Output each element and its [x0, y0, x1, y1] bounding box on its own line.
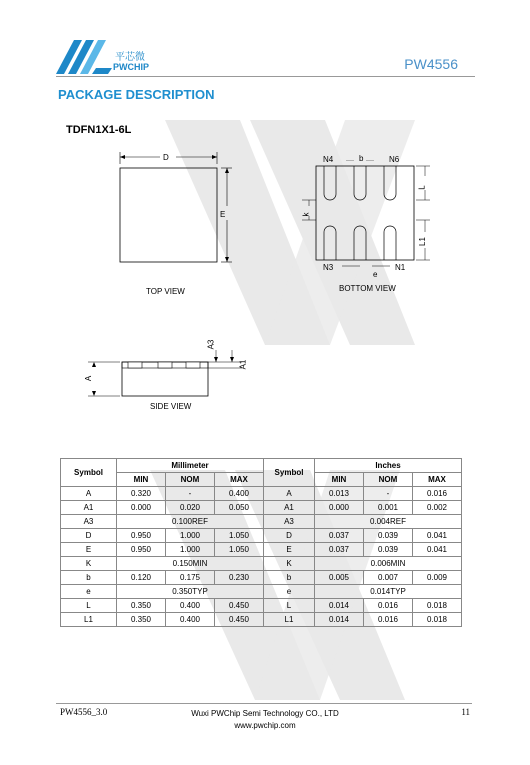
- col-mm-max: MAX: [215, 473, 264, 487]
- col-in-max: MAX: [413, 473, 462, 487]
- symbol-cell: L1: [264, 613, 315, 627]
- bottom-view-e: e: [373, 270, 378, 279]
- mm-cell: 0.350: [117, 599, 166, 613]
- footer-company-block: [0, 708, 530, 732]
- footer-page-number: 11: [461, 707, 470, 717]
- header-divider: [56, 76, 475, 77]
- side-view-drawing: [82, 336, 252, 400]
- mm-cell: 0.450: [215, 613, 264, 627]
- table-row: [61, 599, 462, 613]
- mm-cell: 0.450: [215, 599, 264, 613]
- symbol-cell: A: [61, 487, 117, 501]
- part-number: PW4556: [404, 56, 458, 72]
- mm-cell: 0.400: [166, 599, 215, 613]
- in-cell: 0.041: [413, 529, 462, 543]
- col-in-nom: NOM: [364, 473, 413, 487]
- footer-company: Wuxi PWChip Semi Technology CO., LTD: [191, 709, 339, 718]
- col-in-min: MIN: [315, 473, 364, 487]
- footer-doc-version: PW4556_3.0: [60, 707, 108, 717]
- in-cell: 0.000: [315, 501, 364, 515]
- mm-span-cell: 0.350TYP: [117, 585, 264, 599]
- mm-cell: 0.120: [117, 571, 166, 585]
- bottom-view-k: k: [301, 212, 311, 217]
- mm-cell: 0.000: [117, 501, 166, 515]
- table-row: [61, 571, 462, 585]
- in-cell: 0.039: [364, 529, 413, 543]
- dimension-table: [60, 458, 462, 627]
- top-view-dim-d: D: [163, 153, 169, 162]
- symbol-cell: A3: [61, 515, 117, 529]
- mm-cell: 0.020: [166, 501, 215, 515]
- mm-cell: 0.050: [215, 501, 264, 515]
- in-cell: 0.013: [315, 487, 364, 501]
- logo-chinese-text: 平芯微: [115, 52, 145, 63]
- in-cell: 0.016: [364, 613, 413, 627]
- in-cell: 0.016: [364, 599, 413, 613]
- symbol-cell: e: [264, 585, 315, 599]
- in-cell: 0.009: [413, 571, 462, 585]
- in-cell: 0.016: [413, 487, 462, 501]
- symbol-cell: E: [264, 543, 315, 557]
- symbol-cell: E: [61, 543, 117, 557]
- in-cell: 0.005: [315, 571, 364, 585]
- in-cell: 0.001: [364, 501, 413, 515]
- symbol-cell: K: [264, 557, 315, 571]
- symbol-cell: A: [264, 487, 315, 501]
- mm-cell: 0.400: [215, 487, 264, 501]
- in-cell: 0.018: [413, 599, 462, 613]
- mm-cell: -: [166, 487, 215, 501]
- mm-span-cell: 0.100REF: [117, 515, 264, 529]
- mm-cell: 0.175: [166, 571, 215, 585]
- section-title: PACKAGE DESCRIPTION: [58, 87, 215, 102]
- col-inches: Inches: [315, 459, 462, 473]
- in-span-cell: 0.004REF: [315, 515, 462, 529]
- top-view-drawing: [110, 148, 240, 268]
- in-cell: 0.039: [364, 543, 413, 557]
- in-span-cell: 0.014TYP: [315, 585, 462, 599]
- symbol-cell: A3: [264, 515, 315, 529]
- table-row: [61, 613, 462, 627]
- in-cell: 0.018: [413, 613, 462, 627]
- table-row: [61, 529, 462, 543]
- in-cell: 0.014: [315, 599, 364, 613]
- table-row: [61, 585, 462, 599]
- symbol-cell: L: [61, 599, 117, 613]
- mm-cell: 1.050: [215, 543, 264, 557]
- bottom-view-l: L: [417, 185, 427, 190]
- package-name: TDFN1X1-6L: [66, 124, 132, 136]
- side-view-a: A: [84, 375, 94, 382]
- side-view-label: SIDE VIEW: [150, 402, 192, 411]
- table-row: [61, 515, 462, 529]
- bottom-view-n4: N4: [323, 155, 334, 164]
- mm-cell: 1.000: [166, 543, 215, 557]
- col-symbol-mm: Symbol: [61, 459, 117, 487]
- symbol-cell: L1: [61, 613, 117, 627]
- mm-span-cell: 0.150MIN: [117, 557, 264, 571]
- footer-divider: [56, 703, 472, 704]
- table-row: [61, 543, 462, 557]
- side-view-a3: A3: [206, 339, 216, 350]
- mm-cell: 0.400: [166, 613, 215, 627]
- side-view-a1: A1: [238, 359, 248, 370]
- symbol-cell: b: [264, 571, 315, 585]
- symbol-cell: K: [61, 557, 117, 571]
- bottom-view-label: BOTTOM VIEW: [339, 284, 396, 293]
- bottom-view-n1: N1: [395, 263, 406, 272]
- mm-cell: 0.950: [117, 529, 166, 543]
- mm-cell: 0.320: [117, 487, 166, 501]
- bottom-view-drawing: [300, 160, 440, 270]
- bottom-view-n6: N6: [389, 155, 400, 164]
- in-span-cell: 0.006MIN: [315, 557, 462, 571]
- top-view-label: TOP VIEW: [146, 287, 185, 296]
- symbol-cell: b: [61, 571, 117, 585]
- symbol-cell: L: [264, 599, 315, 613]
- mm-cell: 1.000: [166, 529, 215, 543]
- col-mm-nom: NOM: [166, 473, 215, 487]
- mm-cell: 0.350: [117, 613, 166, 627]
- mm-cell: 1.050: [215, 529, 264, 543]
- mm-cell: 0.950: [117, 543, 166, 557]
- symbol-cell: D: [264, 529, 315, 543]
- bottom-view-l1: L1: [417, 237, 427, 246]
- table-row: [61, 557, 462, 571]
- table-row: [61, 487, 462, 501]
- symbol-cell: D: [61, 529, 117, 543]
- col-mm-min: MIN: [117, 473, 166, 487]
- bottom-view-b: b: [359, 154, 364, 163]
- symbol-cell: A1: [61, 501, 117, 515]
- in-cell: -: [364, 487, 413, 501]
- in-cell: 0.002: [413, 501, 462, 515]
- col-symbol-in: Symbol: [264, 459, 315, 487]
- in-cell: 0.037: [315, 529, 364, 543]
- in-cell: 0.014: [315, 613, 364, 627]
- symbol-cell: A1: [264, 501, 315, 515]
- in-cell: 0.041: [413, 543, 462, 557]
- symbol-cell: e: [61, 585, 117, 599]
- footer-website: www.pwchip.com: [234, 721, 296, 730]
- mm-cell: 0.230: [215, 571, 264, 585]
- in-cell: 0.037: [315, 543, 364, 557]
- top-view-dim-e: E: [220, 210, 226, 219]
- bottom-view-n3: N3: [323, 263, 334, 272]
- in-cell: 0.007: [364, 571, 413, 585]
- logo-english-text: PWCHIP: [113, 62, 149, 72]
- col-millimeter: Millimeter: [117, 459, 264, 473]
- table-row: [61, 501, 462, 515]
